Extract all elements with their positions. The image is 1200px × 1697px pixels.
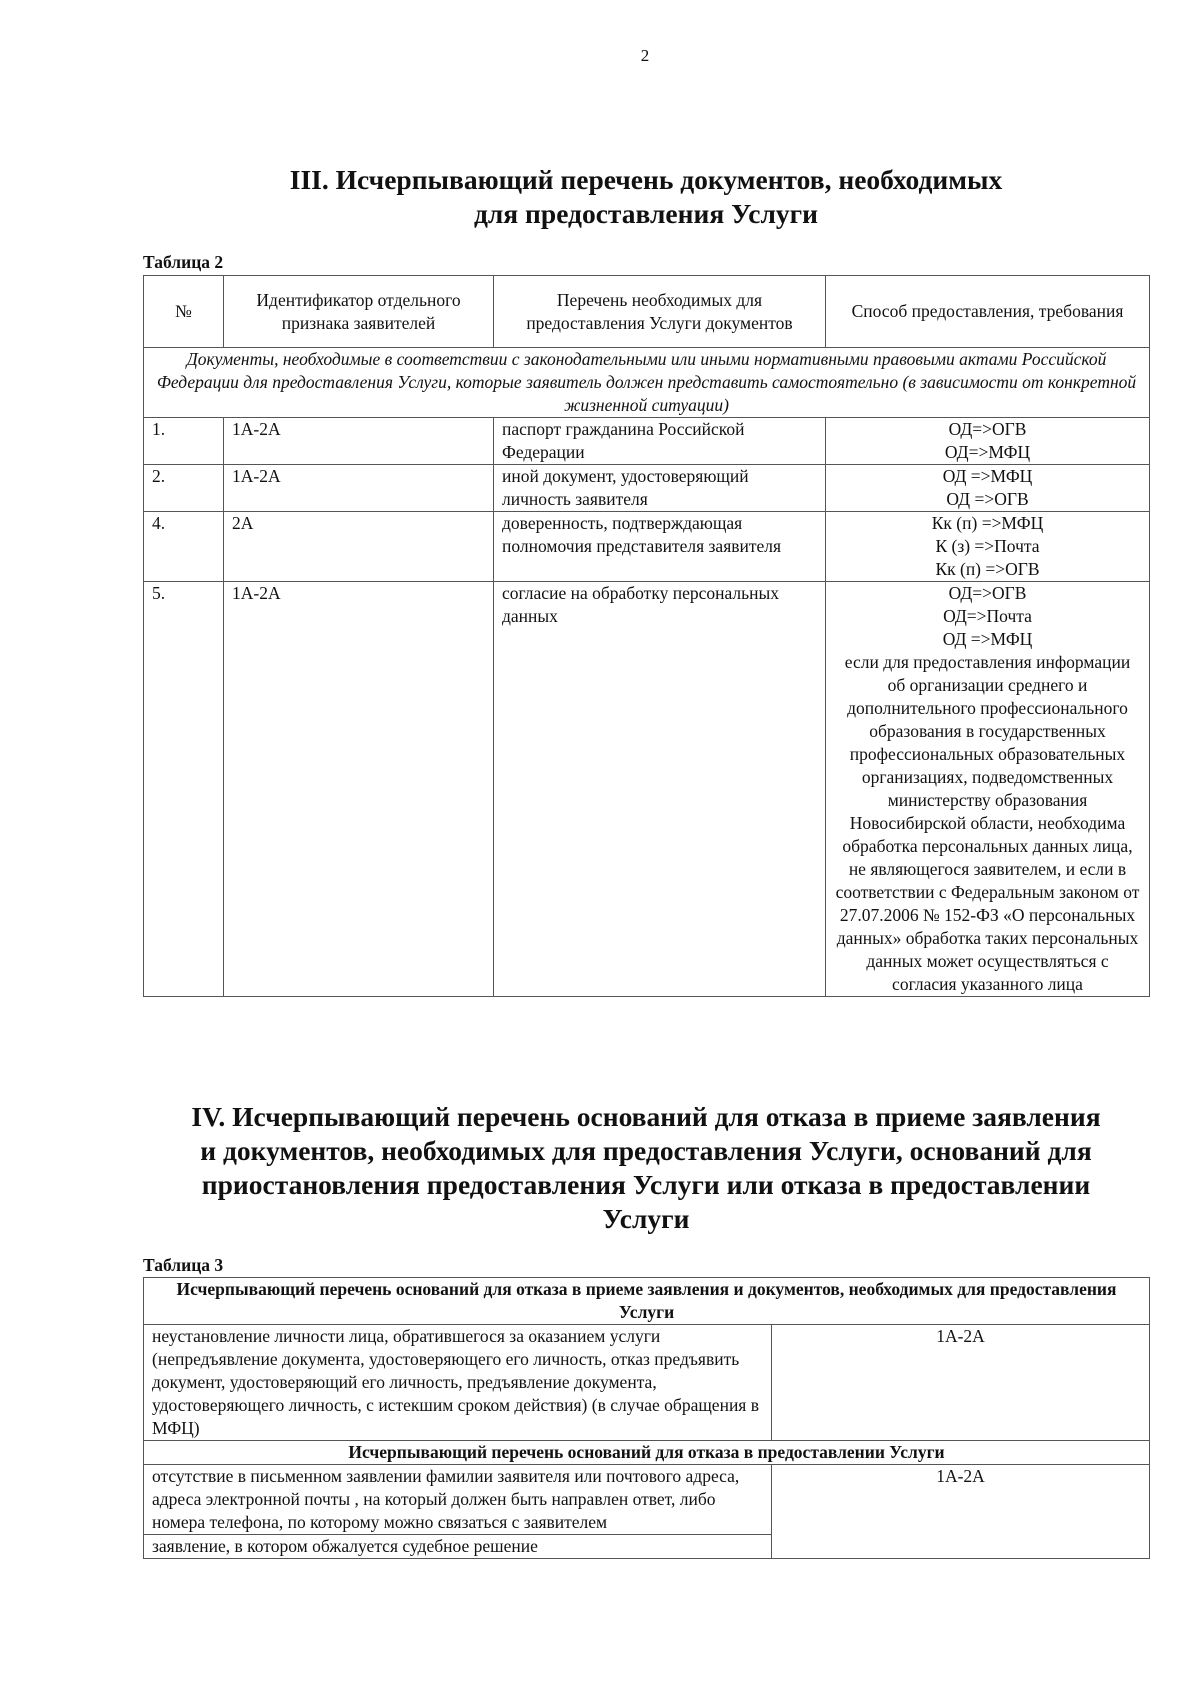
- ground-text: неустановление личности лица, обратившегося за оказанием услуги (непредъявление документа, удостоверяющего его личность, отказ предъявить документ, удостоверяющий его личность, предъявление документа, удостоверяющего личность, с истекшим сроком действия) (в случае обращения в МФЦ): [144, 1325, 772, 1441]
- row-method: [826, 582, 1150, 997]
- header-applicant-id: Идентификатор отдельного признака заявителей: [224, 276, 494, 348]
- method-line: ОД=>МФЦ: [944, 442, 1031, 462]
- table-section-header: Исчерпывающий перечень оснований для отказа в предоставлении Услуги: [144, 1441, 1150, 1465]
- group-caption-row: [144, 348, 1150, 418]
- method-line: ОД=>ОГВ: [948, 583, 1027, 603]
- page-number: 2: [640, 46, 650, 65]
- method-line: ОД=>ОГВ: [948, 419, 1027, 439]
- section-3-title-line: III. Исчерпывающий перечень документов, необходимых: [289, 164, 1003, 195]
- section-4-title-line: Услуги: [602, 1203, 690, 1234]
- table-header-row: [144, 276, 1150, 348]
- row-document: иной документ, удостоверяющий личность заявителя: [494, 465, 826, 512]
- group-caption: Документы, необходимые в соответствии с законодательными или иными нормативными правовыми актами Российской Федерации для предоставления Услуги, которые заявитель должен представить самостоятельно (в зависимости от конкретной жизненной ситуации): [144, 348, 1150, 418]
- table-row: [144, 465, 1150, 512]
- method-line: К (з) =>Почта: [935, 536, 1040, 556]
- row-method: [826, 418, 1150, 465]
- table-row: [144, 1465, 1150, 1535]
- method-note: если для предоставления информации об организации среднего и дополнительного профессионального образования в государственных профессиональных образовательных организациях, подведомственных министерству образования Новосибирской области, необходима обработка персональных данных лица, не являющегося заявителем, и если в соответствии с Федеральным законом от 27.07.2006 № 152-ФЗ «О персональных данных» обработка таких персональных данных может осуществляться с согласия указанного лица: [835, 652, 1140, 994]
- section-4-title-line: и документов, необходимых для предоставления Услуги, оснований для: [200, 1135, 1092, 1166]
- row-method: [826, 512, 1150, 582]
- ground-text: отсутствие в письменном заявлении фамилии заявителя или почтового адреса, адреса электронной почты , на который должен быть направлен ответ, либо номера телефона, по которому можно связаться с заявителем: [144, 1465, 772, 1535]
- row-document: паспорт гражданина Российской Федерации: [494, 418, 826, 465]
- documents-table: [143, 275, 1150, 997]
- row-applicant-id: 1А-2А: [224, 582, 494, 997]
- method-line: Кк (п) =>ОГВ: [935, 559, 1040, 579]
- section-4-title: [143, 1100, 1149, 1236]
- row-number: 4.: [144, 512, 224, 582]
- header-method: Способ предоставления, требования: [826, 276, 1150, 348]
- ground-text: заявление, в котором обжалуется судебное решение: [144, 1535, 772, 1559]
- table-row: [144, 1325, 1150, 1441]
- row-number: 1.: [144, 418, 224, 465]
- method-line: ОД=>Почта: [943, 606, 1032, 626]
- row-document: доверенность, подтверждающая полномочия представителя заявителя: [494, 512, 826, 582]
- method-line: ОД =>МФЦ: [942, 466, 1033, 486]
- section-3-title-line: для предоставления Услуги: [473, 198, 819, 229]
- table-section-header-row: [144, 1278, 1150, 1325]
- row-document: согласие на обработку персональных данных: [494, 582, 826, 997]
- table-3-label: Таблица 3: [143, 1255, 224, 1275]
- table-section-header-row: [144, 1441, 1150, 1465]
- table-section-header: Исчерпывающий перечень оснований для отказа в приеме заявления и документов, необходимых для предоставления Услуги: [144, 1278, 1150, 1325]
- row-applicant-id: 1А-2А: [224, 465, 494, 512]
- refusal-grounds-table: [143, 1277, 1150, 1559]
- header-documents: Перечень необходимых для предоставления Услуги документов: [494, 276, 826, 348]
- section-4-title-line: IV. Исчерпывающий перечень оснований для отказа в приеме заявления: [191, 1101, 1101, 1132]
- section-4-title-line: приостановления предоставления Услуги или отказа в предоставлении: [201, 1169, 1091, 1200]
- row-method: [826, 465, 1150, 512]
- method-line: Кк (п) =>МФЦ: [931, 513, 1044, 533]
- table-row: [144, 418, 1150, 465]
- method-line: ОД =>ОГВ: [946, 489, 1029, 509]
- header-number: №: [144, 276, 224, 348]
- ground-code: 1А-2А: [772, 1325, 1150, 1441]
- section-3-title: [143, 163, 1149, 231]
- table-2-label: Таблица 2: [143, 252, 224, 272]
- row-number: 2.: [144, 465, 224, 512]
- table-row: [144, 512, 1150, 582]
- table-row: [144, 582, 1150, 997]
- row-applicant-id: 2А: [224, 512, 494, 582]
- method-line: ОД =>МФЦ: [942, 629, 1033, 649]
- row-applicant-id: 1А-2А: [224, 418, 494, 465]
- ground-code: 1А-2А: [772, 1465, 1150, 1559]
- row-number: 5.: [144, 582, 224, 997]
